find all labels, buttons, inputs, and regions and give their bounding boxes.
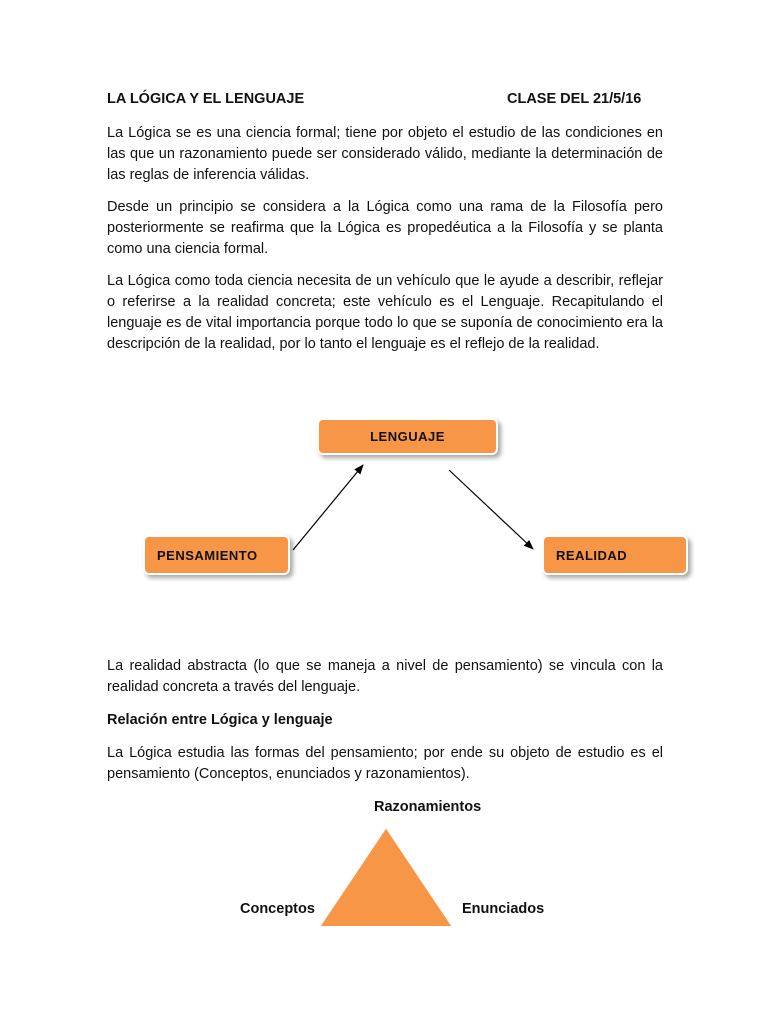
box-realidad — [544, 537, 686, 573]
paragraph-4: La realidad abstracta (lo que se maneja a nivel de pensamiento) se vincula con la realidad concreta a través del lenguaje. — [107, 658, 663, 695]
arrow-pensamiento-to-lenguaje — [293, 465, 363, 550]
paragraph-2: Desde un principio se considera a la Lógica como una rama de la Filosofía pero posteriormente se reafirma que la Lógica es propedéutica a la Filosofía y se planta como una ciencia formal. — [107, 199, 663, 257]
arrow-lenguaje-to-realidad — [449, 470, 533, 549]
triangle-shape — [319, 827, 453, 927]
box-lenguaje-label: LENGUAJE — [370, 429, 445, 444]
box-lenguaje — [319, 420, 496, 453]
triangle-label-right: Enunciados — [462, 901, 545, 917]
section-heading: Relación entre Lógica y lenguaje — [107, 712, 333, 728]
paragraph-5: La Lógica estudia las formas del pensamiento; por ende su objeto de estudio es el pensamiento (Conceptos, enunciados y razonamientos). — [107, 745, 663, 782]
class-date: CLASE DEL 21/5/16 — [507, 91, 642, 107]
document-header — [107, 91, 663, 107]
triangle-label-left: Conceptos — [240, 901, 315, 917]
document-title: LA LÓGICA Y EL LENGUAJE — [107, 91, 305, 107]
box-realidad-label: REALIDAD — [556, 547, 628, 563]
box-pensamiento — [145, 537, 288, 573]
triangle-label-top: Razonamientos — [374, 799, 482, 815]
paragraph-1: La Lógica se es una ciencia formal; tiene por objeto el estudio de las condiciones en las que un razonamiento puede ser considerado válido, mediante la determinación de las reglas de inferencia válidas. — [107, 125, 663, 183]
paragraph-3: La Lógica como toda ciencia necesita de un vehículo que le ayude a describir, reflejar o referirse a la realidad concreta; este vehículo es el Lenguaje. Recapitulando el lenguaje es de vital importancia porque todo lo que se suponía de conocimiento era la descripción de la realidad, por lo tanto el lenguaje es el reflejo de la realidad. — [107, 273, 663, 352]
box-pensamiento-label: PENSAMIENTO — [157, 547, 258, 563]
